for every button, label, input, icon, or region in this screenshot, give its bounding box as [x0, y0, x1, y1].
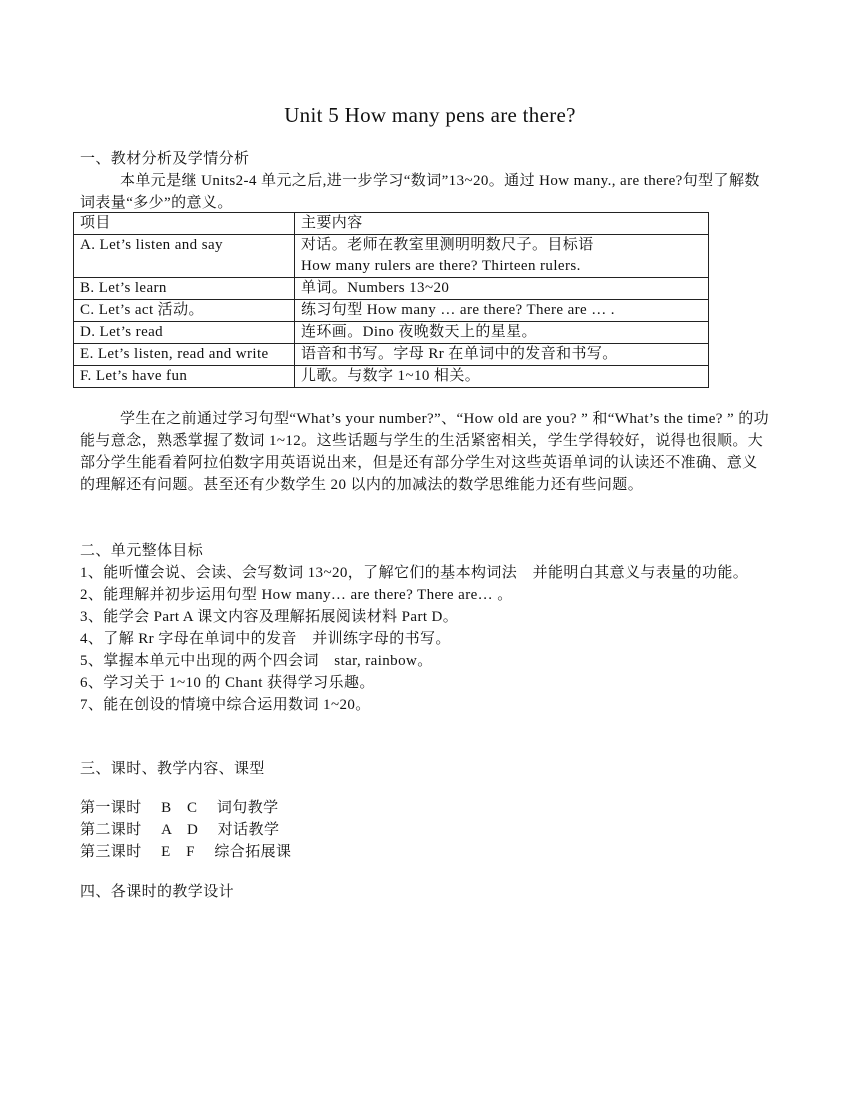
section-4-heading: 四、各课时的教学设计	[80, 884, 235, 900]
content-table	[73, 212, 709, 388]
table-cell-content: 语音和书写。字母 Rr 在单词中的发音和书写。	[295, 344, 709, 366]
table-row	[74, 278, 709, 300]
goal-item: 3、能学会 Part A 课文内容及理解拓展阅读材料 Part D。	[80, 609, 459, 625]
section-3-heading: 三、课时、教学内容、课型	[80, 761, 265, 777]
lesson-item: 第二课时 A D 对话教学	[80, 822, 280, 838]
section-1-heading: 一、教材分析及学情分析	[80, 151, 250, 167]
content-line: How many rulers are there? Thirteen rulers.	[301, 258, 581, 274]
lesson-list	[80, 797, 770, 863]
student-analysis-paragraph: 学生在之前通过学习句型“What’s your number?”、“How old are you? ” 和“What’s the time? ” 的功能与意念，熟悉掌握了数词 1~12。这些话题与学生的生活紧密相关，学生学得较好，说得也很顺。大部分学生能看着阿拉伯数字用英语说出来，但是还有部分学生对这些英语单词的认读还不准确、意义的理解还有问题。甚至还有少数学生 20 以内的加减法的数学思维能力还有些问题。	[80, 411, 769, 493]
table-row	[74, 366, 709, 388]
goal-item: 7、能在创设的情境中综合运用数词 1~20。	[80, 697, 371, 713]
lesson-item: 第一课时 B C 词句教学	[80, 800, 279, 816]
table-header-cell: 项目	[74, 213, 295, 235]
goal-item: 2、能理解并初步运用句型 How many… are there? There are… 。	[80, 587, 513, 603]
page-title: Unit 5 How many pens are there?	[284, 103, 576, 127]
table-row	[74, 322, 709, 344]
table-cell-content: 单词。Numbers 13~20	[295, 278, 709, 300]
lesson-item: 第三课时 E F 综合拓展课	[80, 844, 292, 860]
table-row	[74, 300, 709, 322]
table-header-row	[74, 213, 709, 235]
table-cell-item: B. Let’s learn	[74, 278, 295, 300]
table-cell-item: C. Let’s act 活动。	[74, 300, 295, 322]
table-cell-content: 练习句型 How many … are there? There are … .	[295, 300, 709, 322]
table-cell-item: E. Let’s listen, read and write	[74, 344, 295, 366]
table-header-cell: 主要内容	[295, 213, 709, 235]
table-cell-content: 连环画。Dino 夜晚数天上的星星。	[295, 322, 709, 344]
table-cell-content: 儿歌。与数字 1~10 相关。	[295, 366, 709, 388]
goal-item: 4、了解 Rr 字母在单词中的发音 并训练字母的书写。	[80, 631, 451, 647]
table-cell-content	[295, 235, 709, 278]
table-row	[74, 235, 709, 278]
content-line: 对话。老师在教室里测明明数尺子。目标语	[301, 237, 594, 253]
goal-item: 6、学习关于 1~10 的 Chant 获得学习乐趣。	[80, 675, 375, 691]
table-row	[74, 344, 709, 366]
section-1-paragraph: 本单元是继 Units2-4 单元之后,进一步学习“数词”13~20。通过 How many., are there?句型了解数词表量“多少”的意义。	[80, 173, 760, 211]
table-cell-item: A. Let’s listen and say	[74, 235, 295, 278]
table-cell-item: F. Let’s have fun	[74, 366, 295, 388]
goal-item: 1、能听懂会说、会读、会写数词 13~20，了解它们的基本构词法 并能明白其意义与表量的功能。	[80, 565, 749, 581]
goal-list	[80, 562, 770, 716]
goal-item: 5、掌握本单元中出现的两个四会词 star, rainbow。	[80, 653, 433, 669]
section-2-heading: 二、单元整体目标	[80, 543, 204, 559]
table-cell-item: D. Let’s read	[74, 322, 295, 344]
